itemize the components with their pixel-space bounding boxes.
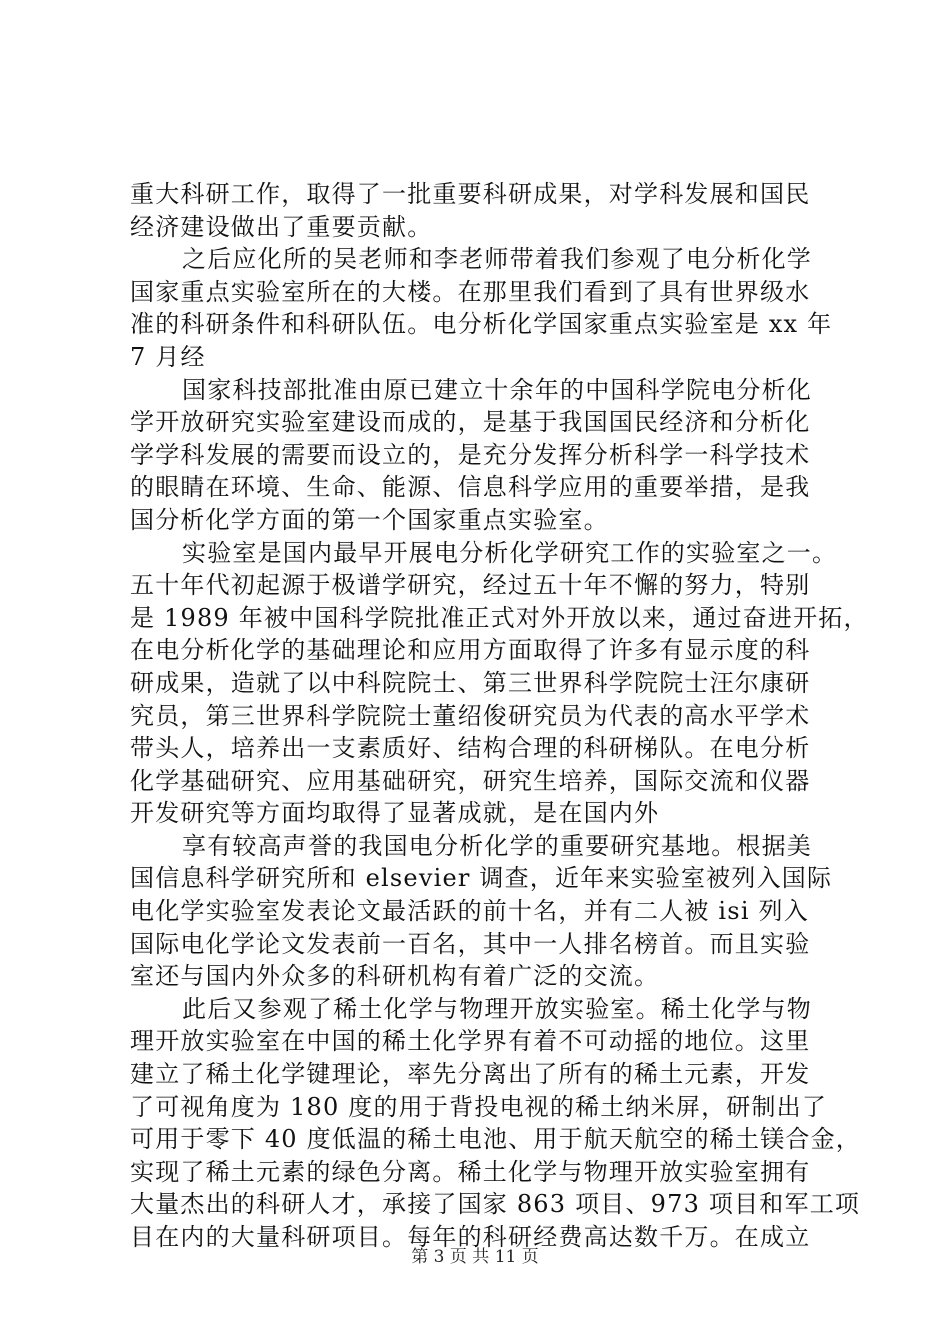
text-line: 室还与国内外众多的科研机构有着广泛的交流。 <box>130 962 660 991</box>
text-line: 国际电化学论文发表前一百名，其中一人排名榜首。而且实验 <box>130 929 811 958</box>
text-line: 学开放研究实验室建设而成的，是基于我国国民经济和分析化 <box>130 408 811 437</box>
text-line: 国信息科学研究所和 elsevier 调查，近年来实验室被列入国际 <box>130 864 833 893</box>
page-number-footer: 第 3 页 共 11 页 <box>411 1247 539 1267</box>
text-line: 在电分析化学的基础理论和应用方面取得了许多有显示度的科 <box>130 636 811 665</box>
text-line: 究员，第三世界科学院院士董绍俊研究员为代表的高水平学术 <box>130 701 811 730</box>
text-line: 实验室是国内最早开展电分析化学研究工作的实验室之一。 <box>182 538 838 567</box>
text-line: 建立了稀土化学键理论，率先分离出了所有的稀土元素，开发 <box>130 1060 811 1089</box>
text-line: 理开放实验室在中国的稀土化学界有着不可动摇的地位。这里 <box>130 1027 811 1056</box>
text-line: 五十年代初起源于极谱学研究，经过五十年不懈的努力，特别 <box>130 571 811 600</box>
text-line: 大量杰出的科研人才，承接了国家 863 项目、973 项目和军工项 <box>130 1190 861 1219</box>
text-line: 化学基础研究、应用基础研究，研究生培养，国际交流和仪器 <box>130 766 811 795</box>
text-line: 目在内的大量科研项目。每年的科研经费高达数千万。在成立 <box>130 1223 811 1251</box>
text-line: 开发研究等方面均取得了显著成就，是在国内外 <box>130 799 660 828</box>
text-line: 国分析化学方面的第一个国家重点实验室。 <box>130 505 609 534</box>
text-line: 国家科技部批准由原已建立十余年的中国科学院电分析化 <box>182 375 812 404</box>
text-line: 实现了稀土元素的绿色分离。稀土化学与物理开放实验室拥有 <box>130 1157 811 1186</box>
text-line: 可用于零下 40 度低温的稀土电池、用于航天航空的稀土镁合金， <box>130 1125 861 1154</box>
text-line: 享有较高声誉的我国电分析化学的重要研究基地。根据美 <box>182 831 812 860</box>
document-body <box>130 178 869 1254</box>
text-line: 之后应化所的吴老师和李老师带着我们参观了电分析化学 <box>182 245 812 274</box>
text-line: 研成果，造就了以中科院院士、第三世界科学院院士汪尔康研 <box>130 668 811 697</box>
text-line: 国家重点实验室所在的大楼。在那里我们看到了具有世界级水 <box>130 277 811 306</box>
text-line: 重大科研工作，取得了一批重要科研成果，对学科发展和国民 <box>130 180 811 208</box>
text-line: 的眼睛在环境、生命、能源、信息科学应用的重要举措，是我 <box>130 473 811 502</box>
text-line: 7 月经 <box>130 342 206 371</box>
text-line: 经济建设做出了重要贡献。 <box>130 212 433 241</box>
text-line: 带头人，培养出一支素质好、结构合理的科研梯队。在电分析 <box>130 734 811 763</box>
text-line: 电化学实验室发表论文最活跃的前十名，并有二人被 isi 列入 <box>130 897 809 926</box>
text-line: 了可视角度为 180 度的用于背投电视的稀土纳米屏，研制出了 <box>130 1092 828 1121</box>
text-line: 是 1989 年被中国科学院批准正式对外开放以来，通过奋进开拓， <box>130 603 869 632</box>
text-line: 此后又参观了稀土化学与物理开放实验室。稀土化学与物 <box>182 994 812 1023</box>
text-line: 准的科研条件和科研队伍。电分析化学国家重点实验室是 xx 年 <box>130 310 833 339</box>
text-line: 学学科发展的需要而设立的，是充分发挥分析科学一科学技术 <box>130 440 811 469</box>
